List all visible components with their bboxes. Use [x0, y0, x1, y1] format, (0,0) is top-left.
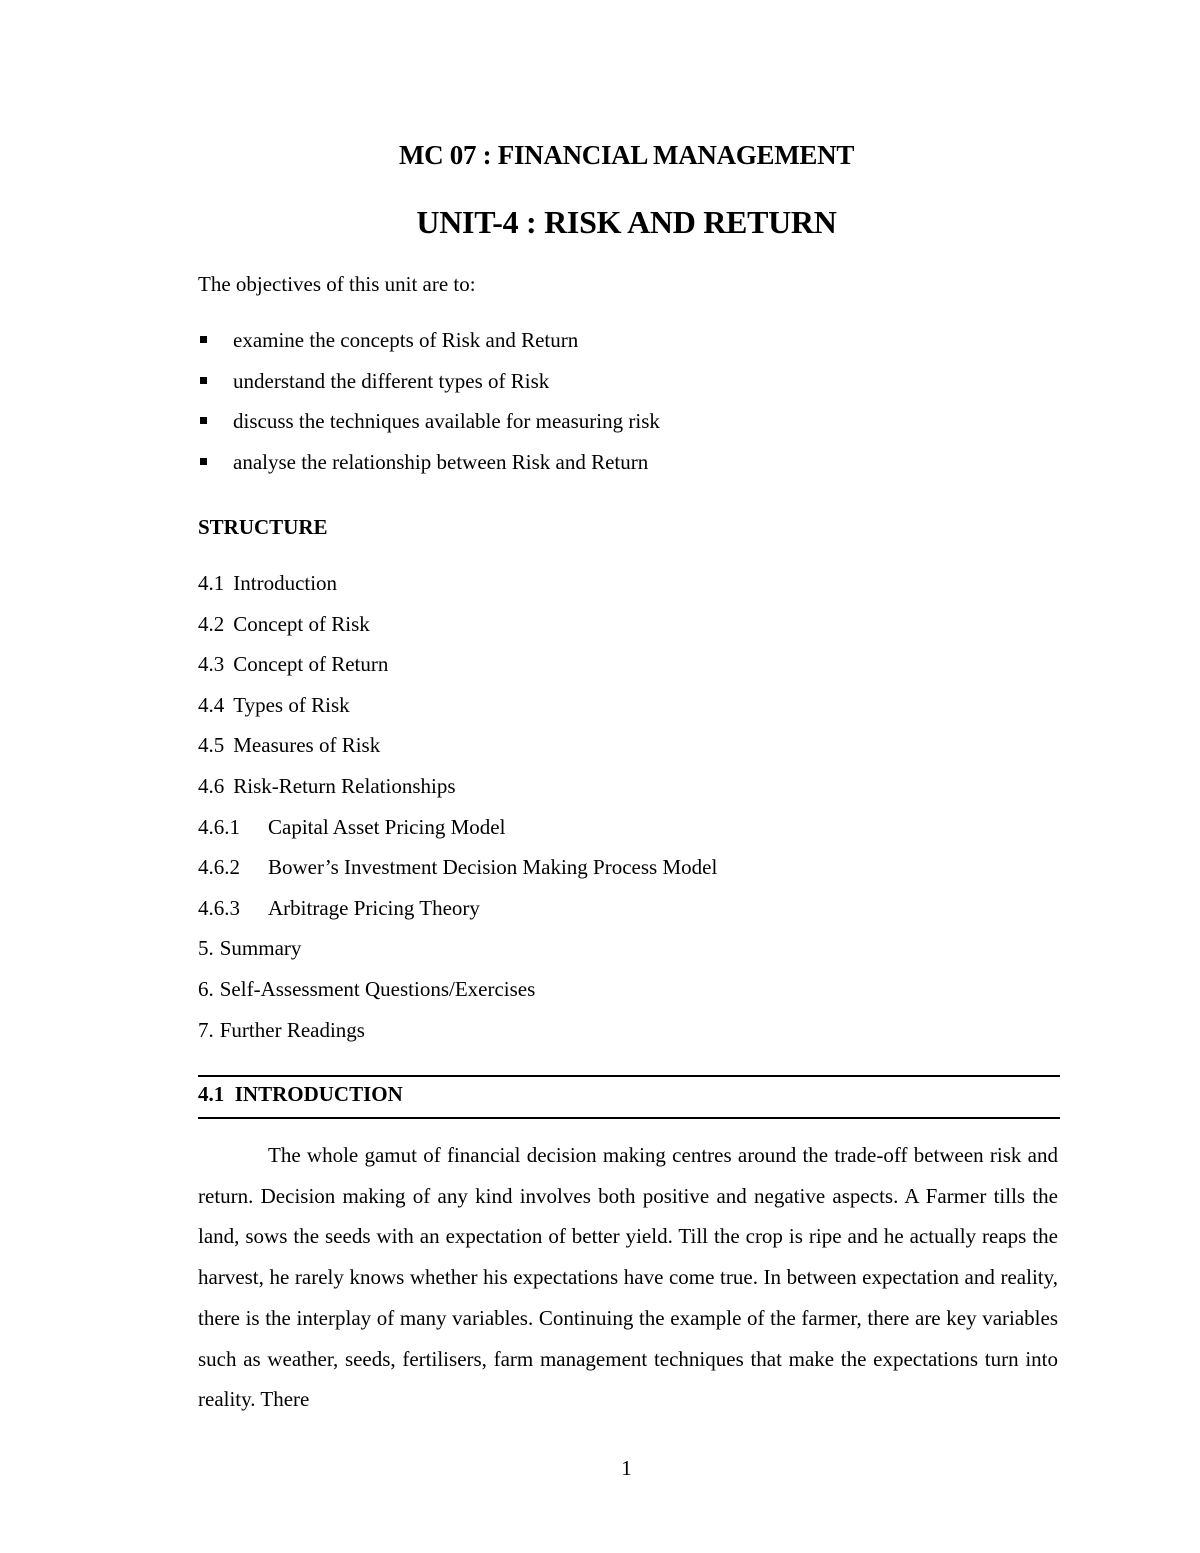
toc-number: 4.6.2: [198, 855, 240, 880]
objective-item: [198, 363, 660, 404]
toc-number: 4.4: [198, 692, 225, 717]
toc-label: Bower’s Investment Decision Making Process Model: [268, 855, 718, 880]
toc-number: 4.5: [198, 733, 225, 758]
course-title: MC 07 : FINANCIAL MANAGEMENT: [398, 140, 855, 170]
toc-item: [198, 647, 717, 688]
unit-title: UNIT-4 : RISK AND RETURN: [416, 204, 837, 240]
toc-item: [198, 850, 717, 891]
toc-label: Capital Asset Pricing Model: [268, 814, 506, 839]
objective-text: discuss the techniques available for measuring risk: [233, 409, 660, 433]
toc-label: Concept of Return: [233, 652, 389, 677]
toc-item: [198, 728, 717, 769]
toc-item: [198, 891, 717, 932]
toc-label: Types of Risk: [233, 692, 350, 717]
objective-text: examine the concepts of Risk and Return: [233, 328, 579, 352]
toc-number: 7.: [198, 1017, 214, 1042]
toc-label: Arbitrage Pricing Theory: [268, 895, 480, 920]
square-bullet-icon: [200, 377, 207, 384]
toc-label: Introduction: [233, 571, 338, 595]
toc-item: [198, 1013, 717, 1054]
toc-item: [198, 769, 717, 810]
square-bullet-icon: [200, 458, 207, 465]
objective-text: understand the different types of Risk: [233, 368, 550, 393]
objectives-list: [198, 322, 660, 484]
toc-label: Risk-Return Relationships: [233, 773, 456, 798]
page-number: 1: [621, 1456, 632, 1480]
toc-label: Measures of Risk: [233, 733, 381, 758]
toc-number: 4.2: [198, 611, 225, 636]
objective-item: [198, 322, 660, 363]
section-rule-top: [198, 1075, 1060, 1077]
toc-number: 4.6.1: [198, 814, 240, 839]
toc-item: [198, 688, 717, 729]
toc-number: 5.: [198, 936, 214, 961]
toc-number: 4.1: [198, 571, 225, 595]
objective-item: [198, 444, 660, 485]
introduction-paragraph: The whole gamut of financial decision making centres around the trade-off between risk and return. Decision making of any kind involves both positive and negative aspects. A Farmer tills the land, sows the seeds with an expectation of better yield. Till the crop is ripe and he actually reaps the harvest, he rarely knows whether his expectations have come true. In between expectation and reality, there is the interplay of many variables. Continuing the example of the farmer, there are key variables such as weather, seeds, fertilisers, farm management techniques that make the expectations turn into reality. There: [198, 1143, 1058, 1412]
objective-item: [198, 403, 660, 444]
section-heading-introduction: 4.1 INTRODUCTION: [198, 1082, 403, 1106]
objectives-intro: The objectives of this unit are to:: [198, 272, 476, 296]
toc-number: 4.3: [198, 652, 225, 677]
toc-label: Concept of Risk: [233, 611, 370, 636]
toc-item: [198, 931, 717, 972]
toc-label: Summary: [219, 936, 302, 961]
toc-number: 4.6: [198, 773, 225, 798]
structure-heading: STRUCTURE: [198, 515, 328, 539]
section-rule-bottom: [198, 1117, 1060, 1119]
toc-label: Further Readings: [219, 1017, 365, 1042]
square-bullet-icon: [200, 336, 207, 343]
structure-list: [198, 566, 717, 1053]
toc-item: [198, 566, 717, 607]
square-bullet-icon: [200, 417, 207, 424]
toc-label: Self-Assessment Questions/Exercises: [219, 976, 536, 1001]
toc-number: 6.: [198, 976, 214, 1001]
toc-item: [198, 972, 717, 1013]
objective-text: analyse the relationship between Risk and Return: [233, 449, 649, 474]
toc-number: 4.6.3: [198, 895, 240, 920]
toc-item: [198, 810, 717, 851]
toc-item: [198, 607, 717, 648]
